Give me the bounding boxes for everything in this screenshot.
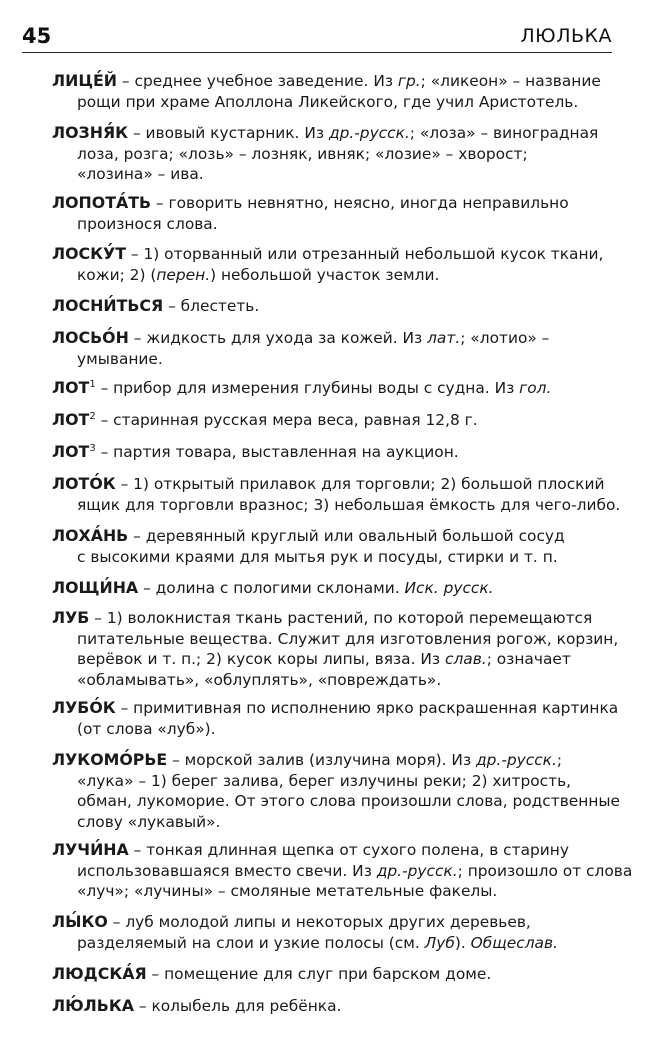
definition-text: ; xyxy=(556,751,563,769)
definition-text: «лука» – 1) берег залива, берег излучины реки; 2) хитрость, xyxy=(77,771,572,790)
entry-continuation-line xyxy=(52,771,612,792)
definition-text: ). xyxy=(454,933,471,952)
definition-text: – прибор для измерения глубины воды с судна. Из xyxy=(95,379,520,397)
definition-text: слову «лукавый». xyxy=(77,812,221,831)
entry-lukomorye xyxy=(52,750,621,832)
entry-lyudskaya xyxy=(52,964,612,985)
entry-loson xyxy=(52,328,612,369)
italic-label: др.-русск. xyxy=(476,751,557,769)
definition-text: умывание. xyxy=(77,349,163,368)
definition-text: – 1) оторванный или отрезанный небольшой кусок ткани, xyxy=(126,245,604,263)
italic-label: гол. xyxy=(519,379,552,397)
entry-first-line xyxy=(52,912,612,933)
headword: ЛОТ xyxy=(52,378,90,397)
italic-label: перен. xyxy=(156,265,211,284)
entry-first-line xyxy=(52,378,612,399)
entry-continuation-line xyxy=(52,649,612,670)
definition-text: – примитивная по исполнению ярко раскрашенная картинка xyxy=(115,699,619,717)
definition-text: разделяемый на слои и узкие полосы (см. xyxy=(77,933,425,952)
definition-text: – 1) открытый прилавок для торговли; 2) большой плоский xyxy=(115,475,605,493)
entry-continuation-line xyxy=(52,881,612,902)
entry-first-line xyxy=(52,442,612,463)
entry-first-line xyxy=(52,410,612,431)
definition-text: лоза, розга; «лозь» – лозняк, ивняк; «лозие» – хворост; xyxy=(77,144,528,163)
definition-text: произнося слова. xyxy=(77,214,218,233)
headword: ЛОЩИ́НА xyxy=(52,578,139,597)
entry-continuation-line xyxy=(52,812,612,833)
entry-losnitsya xyxy=(52,296,612,317)
entry-continuation-line xyxy=(52,349,612,370)
definition-text: с высокими краями для мытья рук и посуды, стирки и т. п. xyxy=(77,547,558,566)
headword: ЛОСКУ́Т xyxy=(52,244,127,263)
entry-lub xyxy=(52,608,619,690)
definition-text: – говорить невнятно, неясно, иногда неправильно xyxy=(151,194,569,212)
headword: ЛОСНИ́ТЬСЯ xyxy=(52,296,164,315)
definition-text: – среднее учебное заведение. Из xyxy=(117,72,398,90)
entry-lubok xyxy=(52,698,619,739)
definition-text: ; означает xyxy=(486,650,571,668)
entry-continuation-line xyxy=(52,144,612,165)
definition-text: – партия товара, выставленная на аукцион. xyxy=(95,443,459,461)
page-header xyxy=(22,22,612,53)
entry-first-line xyxy=(52,296,612,317)
entry-lyulka xyxy=(52,996,612,1017)
headword: ЛИЦЕ́Й xyxy=(52,71,118,90)
definition-text: ) небольшой участок земли. xyxy=(210,265,440,284)
entry-first-line xyxy=(52,840,612,861)
headword: ЛОТО́К xyxy=(52,474,116,493)
italic-label: Луб xyxy=(424,933,455,952)
entry-first-line xyxy=(52,71,612,92)
definition-text: ; «лоза» – виноградная xyxy=(409,124,599,142)
definition-text: – тонкая длинная щепка от сухого полена, в старину xyxy=(128,841,569,859)
definition-text: – деревянный круглый или овальный большой сосуд xyxy=(128,527,565,545)
entry-continuation-line xyxy=(52,214,612,235)
definition-text: – 1) волокнистая ткань растений, по которой перемещаются xyxy=(89,609,593,627)
headword: ЛУБО́К xyxy=(52,698,116,717)
homonym-number: 3 xyxy=(89,442,96,454)
definition-text: ; «лотио» – xyxy=(460,329,550,347)
entry-first-line xyxy=(52,526,612,547)
entry-continuation-line xyxy=(52,629,619,650)
italic-label: лат. xyxy=(427,329,461,347)
italic-label: Общеслав. xyxy=(470,933,558,952)
entry-lopotat xyxy=(52,193,612,234)
headword: ЛЫ́КО xyxy=(52,912,108,931)
definition-text: (от слова «луб»). xyxy=(77,719,216,738)
headword: ЛЮ́ЛЬКА xyxy=(52,996,134,1015)
definition-text: ящик для торговли вразнос; 3) небольшая ёмкость для чего-либо. xyxy=(77,495,621,514)
definition-text: – ивовый кустарник. Из xyxy=(128,124,329,142)
definition-text: «обламывать», «облуплять», «повреждать». xyxy=(77,670,442,689)
headword: ЛОТ xyxy=(52,442,90,461)
italic-label: др.-русск. xyxy=(328,124,410,142)
entry-lot1 xyxy=(52,378,612,399)
entry-first-line xyxy=(52,996,612,1017)
headword: ЛОСЬО́Н xyxy=(52,328,129,347)
definition-text: – блестеть. xyxy=(163,297,260,315)
definition-text: кожи; 2) ( xyxy=(77,265,157,284)
definition-text: «луч»; «лучины» – смоляные метательные факелы. xyxy=(77,882,498,900)
italic-label: др.-русск. xyxy=(376,861,458,880)
headword: ЛОПОТА́ТЬ xyxy=(52,193,152,212)
entry-first-line xyxy=(52,964,612,985)
definition-text: ; произошло от слова xyxy=(457,861,633,880)
entry-first-line xyxy=(52,328,612,349)
definition-text: ; «ликеон» – название xyxy=(420,72,601,90)
headword: ЛУКОМО́РЬЕ xyxy=(52,750,168,769)
entry-first-line xyxy=(52,123,612,144)
entry-continuation-line xyxy=(52,547,612,568)
italic-label: гр. xyxy=(397,72,421,90)
entry-continuation-line xyxy=(52,265,612,286)
entry-loskut xyxy=(52,244,612,285)
homonym-number: 2 xyxy=(89,410,96,422)
entry-first-line xyxy=(52,608,612,629)
entry-loshchina xyxy=(52,578,612,599)
definition-text: – луб молодой липы и некоторых других деревьев, xyxy=(107,913,531,931)
headword: ЛОЗНЯ́К xyxy=(52,123,129,142)
definition-text: – жидкость для ухода за кожей. Из xyxy=(128,329,428,347)
definition-text: – помещение для слуг при барском доме. xyxy=(146,965,492,983)
entry-luchina xyxy=(52,840,633,902)
definition-text: использовавшаяся вместо свечи. Из xyxy=(77,861,377,880)
entry-continuation-line xyxy=(52,791,621,812)
entry-continuation-line xyxy=(52,861,633,882)
homonym-number: 1 xyxy=(89,378,96,390)
page-number: 45 xyxy=(22,24,52,48)
entry-lotok xyxy=(52,474,621,515)
entry-lot2 xyxy=(52,410,612,431)
definition-text: обман, лукоморие. От этого слова произошли слова, родственные xyxy=(77,792,621,810)
italic-label: Иск. русск. xyxy=(404,579,494,597)
running-head: ЛЮЛЬКА xyxy=(520,25,612,47)
headword: ЛОХА́НЬ xyxy=(52,526,129,545)
entry-first-line xyxy=(52,244,612,265)
entry-first-line xyxy=(52,578,612,599)
italic-label: слав. xyxy=(444,650,487,668)
definition-text: «лозина» – ива. xyxy=(77,165,204,183)
headword: ЛУБ xyxy=(52,608,90,627)
entry-first-line xyxy=(52,698,619,719)
headword: ЛЮДСКА́Я xyxy=(52,964,147,983)
entry-continuation-line xyxy=(52,495,621,516)
entry-lokhan xyxy=(52,526,612,567)
entry-continuation-line xyxy=(52,164,612,185)
entry-lyko xyxy=(52,912,612,953)
headword: ЛОТ xyxy=(52,410,90,429)
definition-text: – колыбель для ребёнка. xyxy=(133,997,342,1015)
entry-loznyak xyxy=(52,123,612,185)
definition-text: верёвок и т. п.; 2) кусок коры липы, вяза. Из xyxy=(77,650,445,668)
headword: ЛУЧИ́НА xyxy=(52,840,129,859)
entry-continuation-line xyxy=(52,670,612,691)
entry-licey xyxy=(52,71,612,112)
definition-text: – старинная русская мера веса, равная 12,8 г. xyxy=(95,411,478,429)
entry-continuation-line xyxy=(52,719,612,740)
entry-first-line xyxy=(52,474,612,495)
entry-continuation-line xyxy=(52,92,612,113)
entry-lot3 xyxy=(52,442,612,463)
definition-text: питательные вещества. Служит для изготовления рогож, корзин, xyxy=(77,629,619,648)
definition-text: – морской залив (излучина моря). Из xyxy=(167,751,477,769)
entry-first-line xyxy=(52,193,612,214)
entry-continuation-line xyxy=(52,933,612,954)
definition-text: – долина с пологими склонами. xyxy=(138,579,405,597)
entry-first-line xyxy=(52,750,612,771)
definition-text: рощи при храме Аполлона Ликейского, где учил Аристотель. xyxy=(77,92,579,111)
